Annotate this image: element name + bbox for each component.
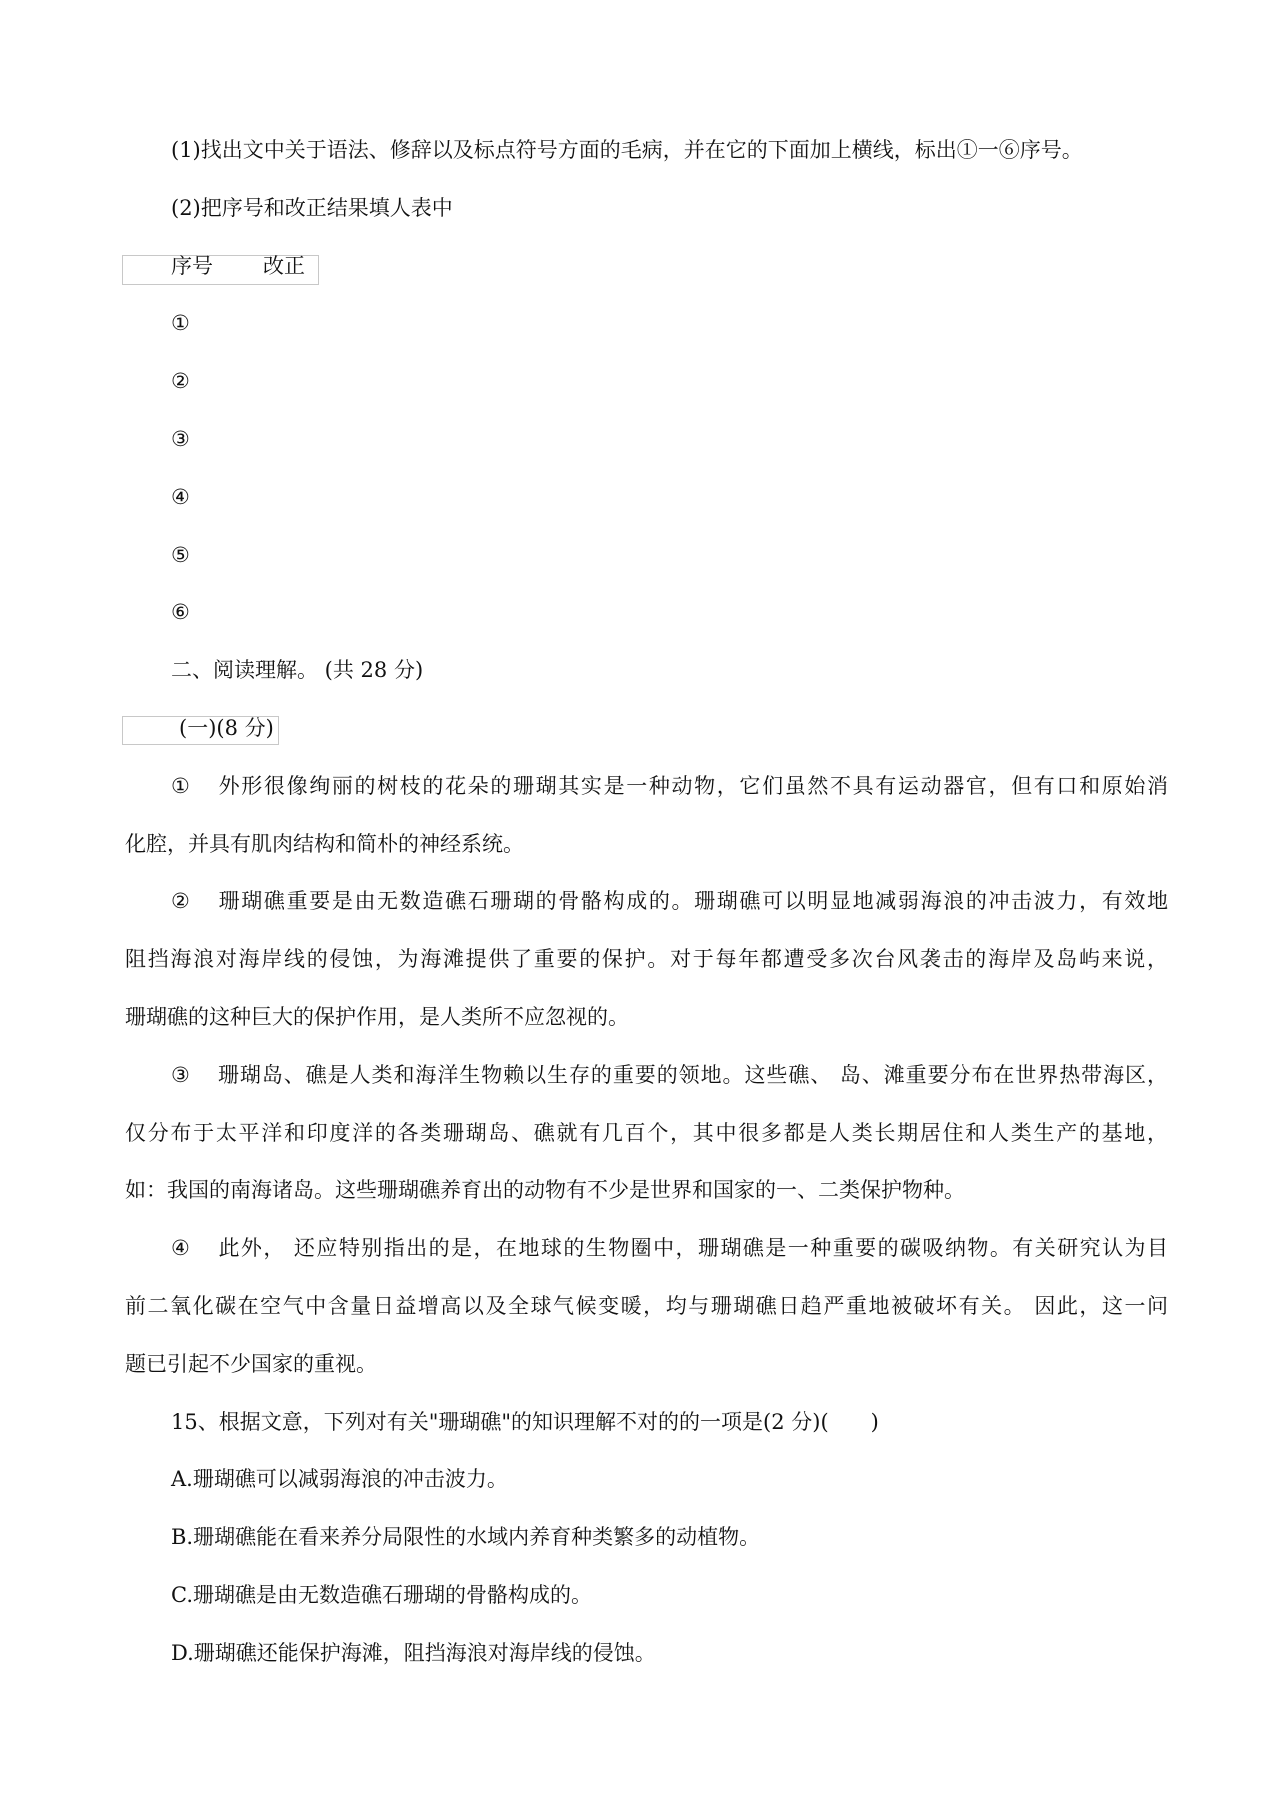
section-title: 二、阅读理解。 (共 28 分) (171, 658, 424, 683)
passage-paragraph-4 (125, 1220, 1168, 1393)
table-row: ① (171, 311, 190, 336)
section-part1: (一)(8 分) (179, 715, 274, 740)
question-15-stem: 15、根据文意，下列对有关"珊瑚礁"的知识理解不对的的一项是(2 分)( ) (171, 1409, 879, 1434)
column-header-number: 序号 (171, 253, 213, 278)
paragraph-line: 前二氧化碳在空气中含量日益增高以及全球气候变暖，均与珊瑚礁日趋严重地被破坏有关。 因此，这一问 (125, 1293, 1168, 1318)
paragraph-line: 此外， 还应特别指出的是，在地球的生物圈中，珊瑚礁是一种重要的碳吸纳物。有关研究认为目 (217, 1236, 1168, 1261)
passage-paragraph-2 (125, 873, 1168, 1046)
paragraph-line: 题已引起不少国家的重视。 (125, 1351, 377, 1376)
document-body (125, 122, 1168, 1683)
paragraph-marker: ④ (171, 1236, 190, 1261)
paragraph-line: 化腔，并具有肌肉结构和简朴的神经系统。 (125, 831, 524, 856)
answer-table-header (125, 238, 1168, 296)
option-b: B.珊瑚礁能在看来养分局限性的水域内养育种类繁多的动植物。 (171, 1525, 761, 1550)
instruction-2: (2)把序号和改正结果填人表中 (171, 195, 453, 220)
instruction-1: (1)找出文中关于语法、修辞以及标点符号方面的毛病，并在它的下面加上横线，标出①一⑥序号。 (171, 138, 1083, 162)
paragraph-marker: ② (171, 889, 190, 914)
table-row: ③ (171, 426, 190, 451)
paragraph-marker: ① (171, 773, 190, 798)
option-a: A.珊瑚礁可以减弱海浪的冲击波力。 (171, 1467, 508, 1492)
paragraph-line: 阻挡海浪对海岸线的侵蚀，为海滩提供了重要的保护。对于每年都遭受多次台风袭击的海岸及岛屿来说， (125, 947, 1168, 972)
column-header-correction: 改正 (263, 253, 305, 278)
paragraph-line: 如：我国的南海诸岛。这些珊瑚礁养育出的动物有不少是世界和国家的一、二类保护物种。 (125, 1178, 965, 1203)
paragraph-line: 珊瑚岛、礁是人类和海洋生物赖以生存的重要的领地。这些礁、 岛、滩重要分布在世界热带海区， (217, 1062, 1168, 1087)
passage-paragraph-1 (125, 758, 1168, 874)
table-row: ⑤ (171, 542, 190, 567)
paragraph-line: 外形很像绚丽的树枝的花朵的珊瑚其实是一种动物，它们虽然不具有运动器官，但有口和原始消 (217, 773, 1168, 798)
paragraph-line: 仅分布于太平洋和印度洋的各类珊瑚岛、礁就有几百个，其中很多都是人类长期居住和人类生产的基地， (125, 1120, 1168, 1145)
option-d: D.珊瑚礁还能保护海滩，阻挡海浪对海岸线的侵蚀。 (171, 1640, 656, 1665)
passage-paragraph-3 (125, 1047, 1168, 1220)
option-c: C.珊瑚礁是由无数造礁石珊瑚的骨骼构成的。 (171, 1582, 592, 1607)
table-row: ④ (171, 484, 190, 509)
paragraph-line: 珊瑚礁的这种巨大的保护作用，是人类所不应忽视的。 (125, 1004, 629, 1029)
paragraph-line: 珊瑚礁重要是由无数造礁石珊瑚的骨骼构成的。珊瑚礁可以明显地减弱海浪的冲击波力，有效地 (217, 889, 1168, 914)
paragraph-marker: ③ (171, 1062, 190, 1087)
table-row: ② (171, 369, 190, 394)
table-row: ⑥ (171, 600, 190, 625)
